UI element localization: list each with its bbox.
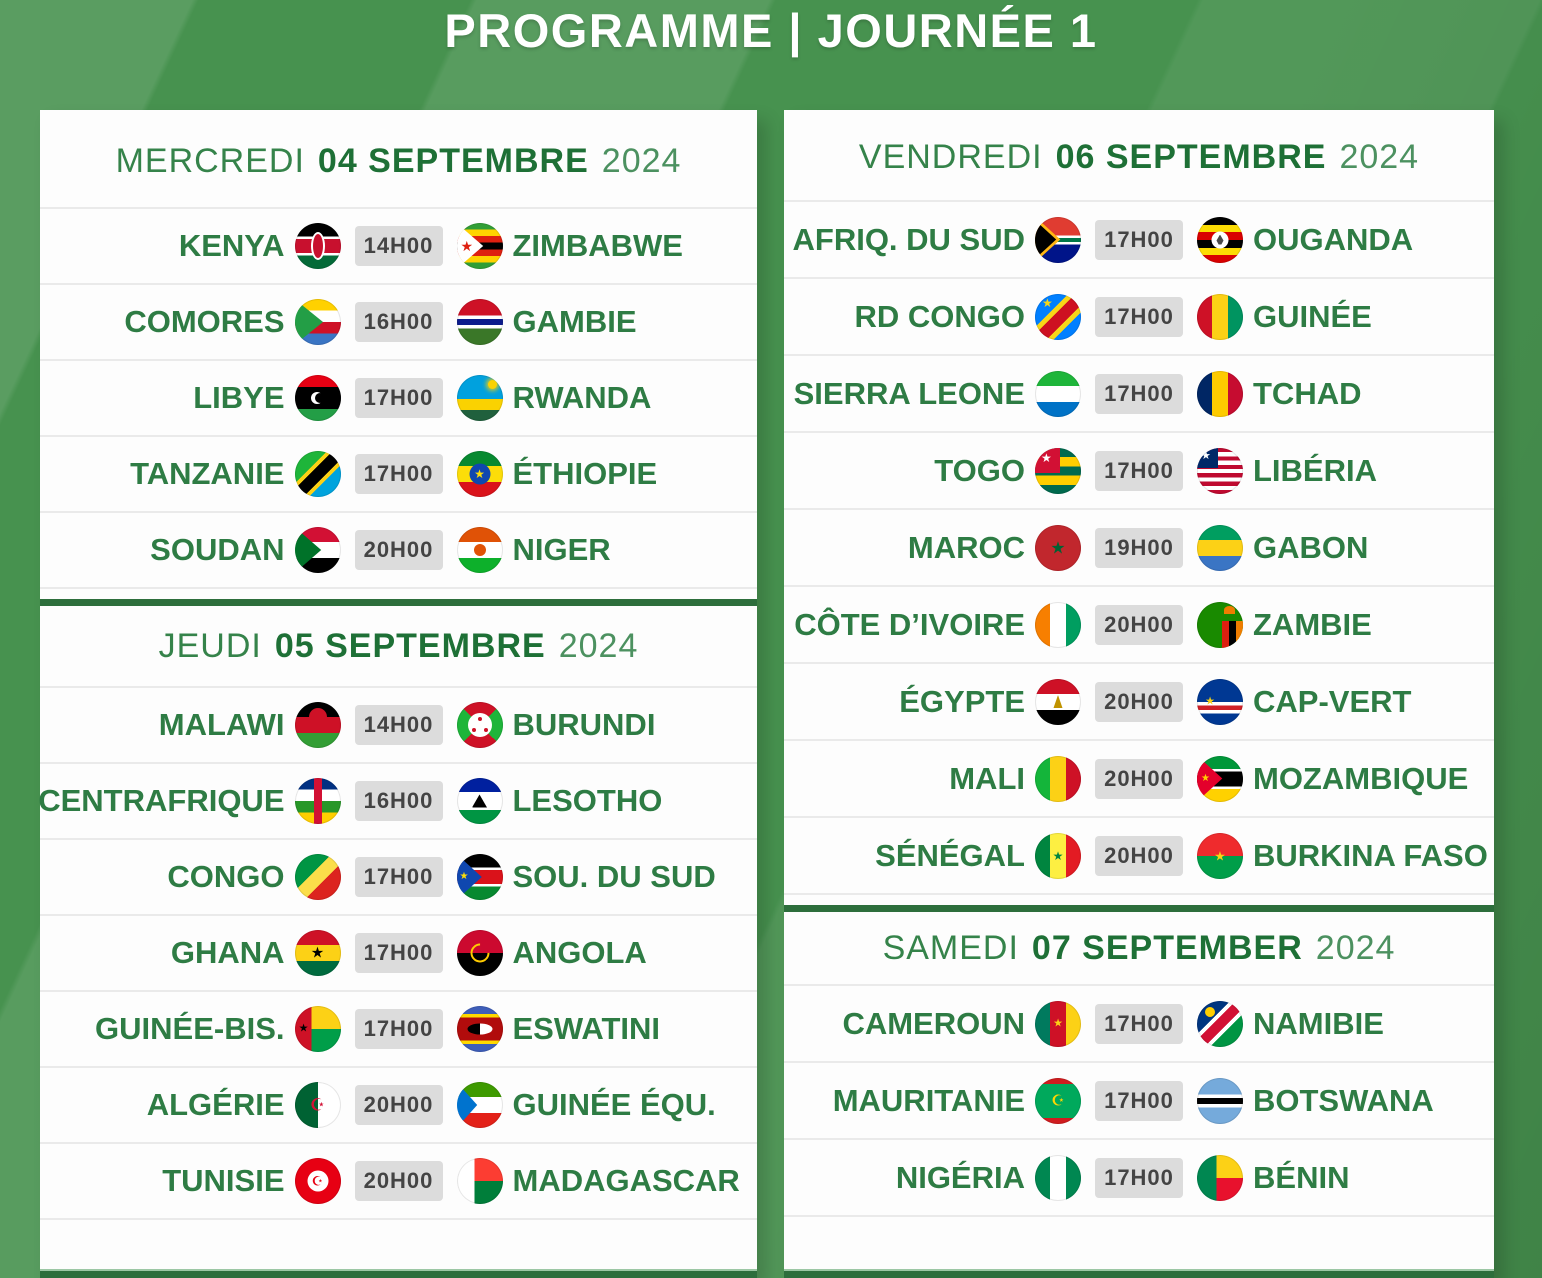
away-team-name: BOTSWANA (1253, 1082, 1434, 1118)
match-row (40, 435, 757, 511)
home-side (48, 930, 341, 976)
flag-angola (457, 930, 503, 976)
flag-morocco (1035, 525, 1081, 571)
day-name: JEUDI (158, 626, 262, 665)
match-time: 17H00 (1095, 1004, 1183, 1044)
match-time: 17H00 (355, 378, 443, 418)
away-side (1197, 217, 1486, 263)
away-side (457, 702, 750, 748)
match-row (40, 838, 757, 914)
flag-cameroon (1035, 1001, 1081, 1047)
match-row (784, 1138, 1494, 1215)
match-row (784, 354, 1494, 431)
away-side (1197, 1001, 1486, 1047)
match-list (40, 207, 757, 587)
away-side (1197, 602, 1486, 648)
match-row (784, 662, 1494, 739)
flag-rwanda (457, 375, 503, 421)
flag-namibia (1197, 1001, 1243, 1047)
flag-gabon (1197, 525, 1243, 571)
home-team-name: MAURITANIE (832, 1082, 1025, 1118)
match-time: 16H00 (355, 781, 443, 821)
flag-madagascar (457, 1158, 503, 1204)
flag-egypt (1035, 679, 1081, 725)
flag-guinea (1197, 294, 1243, 340)
away-side (457, 1006, 750, 1052)
match-row (784, 508, 1494, 585)
away-team-name: RWANDA (512, 380, 652, 415)
away-side (457, 854, 750, 900)
home-side (792, 371, 1081, 417)
home-team-name: CÔTE D’IVOIRE (794, 606, 1025, 642)
flag-togo (1035, 448, 1081, 494)
match-time: 17H00 (1095, 297, 1183, 337)
match-row (784, 739, 1494, 816)
match-time: 14H00 (355, 705, 443, 745)
flag-civ (1035, 602, 1081, 648)
match-list (40, 686, 757, 1218)
home-team-name: SÉNÉGAL (875, 837, 1025, 873)
away-team-name: MADAGASCAR (512, 1163, 740, 1198)
away-team-name: GUINÉE ÉQU. (512, 1087, 716, 1122)
away-team-name: ZIMBABWE (512, 228, 683, 263)
flag-comoros (295, 299, 341, 345)
away-side (457, 299, 750, 345)
flag-drcongo (1035, 294, 1081, 340)
match-time: 20H00 (1095, 682, 1183, 722)
match-time: 17H00 (1095, 451, 1183, 491)
flag-zimbabwe (457, 223, 503, 269)
match-row (40, 914, 757, 990)
away-team-name: ZAMBIE (1253, 606, 1372, 642)
away-side (1197, 294, 1486, 340)
away-team-name: CAP-VERT (1253, 683, 1412, 719)
day-header (40, 606, 757, 686)
match-row (40, 1142, 757, 1218)
card-filler (40, 1218, 757, 1269)
panel-bottom-bar (784, 1269, 1494, 1278)
match-time: 16H00 (355, 302, 443, 342)
home-side (792, 1078, 1081, 1124)
away-side (457, 1082, 750, 1128)
home-team-name: MALI (949, 760, 1025, 796)
match-row (784, 816, 1494, 893)
match-row (40, 283, 757, 359)
home-side (48, 527, 341, 573)
home-side (48, 375, 341, 421)
match-time: 17H00 (1095, 374, 1183, 414)
match-time: 17H00 (355, 454, 443, 494)
away-team-name: BURUNDI (512, 707, 656, 742)
home-team-name: NIGÉRIA (895, 1159, 1025, 1195)
page-title: PROGRAMME | JOURNÉE 1 (444, 4, 1098, 57)
away-side (457, 527, 750, 573)
home-team-name: CAMEROUN (842, 1005, 1025, 1041)
match-time: 20H00 (355, 1161, 443, 1201)
flag-car (295, 778, 341, 824)
day-header (784, 110, 1494, 200)
flag-libya (295, 375, 341, 421)
day-year: 2024 (1315, 928, 1396, 967)
day-year: 2024 (601, 142, 682, 180)
away-team-name: ESWATINI (512, 1011, 661, 1046)
home-team-name: COMORES (124, 304, 285, 339)
day-date: 04 SEPTEMBRE (317, 142, 589, 180)
match-time: 20H00 (1095, 836, 1183, 876)
away-team-name: NAMIBIE (1253, 1005, 1384, 1041)
schedule-columns (40, 110, 1494, 1278)
match-time: 17H00 (355, 933, 443, 973)
day-header (40, 110, 757, 207)
flag-liberia (1197, 448, 1243, 494)
day-name: SAMEDI (882, 928, 1019, 967)
match-time: 20H00 (1095, 759, 1183, 799)
match-list (784, 200, 1494, 893)
schedule-column-right (784, 110, 1494, 1278)
home-side (792, 756, 1081, 802)
flag-lesotho (457, 778, 503, 824)
home-side (792, 1001, 1081, 1047)
flag-gambia (457, 299, 503, 345)
day-section (40, 606, 757, 1269)
flag-senegal (1035, 833, 1081, 879)
match-time: 17H00 (1095, 1081, 1183, 1121)
flag-ghana (295, 930, 341, 976)
home-team-name: LIBYE (193, 380, 285, 415)
flag-mali (1035, 756, 1081, 802)
flag-safrica (1035, 217, 1081, 263)
home-side (792, 833, 1081, 879)
home-team-name: GHANA (170, 935, 285, 970)
home-team-name: AFRIQ. DU SUD (792, 221, 1025, 257)
flag-tunisia (295, 1158, 341, 1204)
schedule-column-left (40, 110, 757, 1278)
home-side (48, 223, 341, 269)
flag-algeria (295, 1082, 341, 1128)
home-team-name: KENYA (178, 228, 285, 263)
flag-nigeria (1035, 1155, 1081, 1201)
away-team-name: LIBÉRIA (1253, 452, 1377, 488)
home-team-name: MALAWI (158, 707, 285, 742)
home-team-name: CENTRAFRIQUE (38, 783, 285, 818)
match-row (784, 277, 1494, 354)
flag-burundi (457, 702, 503, 748)
day-year: 2024 (1339, 137, 1420, 176)
day-section (784, 110, 1494, 905)
flag-zambia (1197, 602, 1243, 648)
away-side (457, 930, 750, 976)
card-filler (784, 893, 1494, 905)
day-name: MERCREDI (115, 142, 305, 180)
home-side (38, 778, 341, 824)
flag-mauritania (1035, 1078, 1081, 1124)
home-side (792, 525, 1081, 571)
flag-congo (295, 854, 341, 900)
away-team-name: GAMBIE (512, 304, 637, 339)
home-team-name: SIERRA LEONE (793, 375, 1025, 411)
match-time: 20H00 (355, 1085, 443, 1125)
home-team-name: TUNISIE (162, 1163, 285, 1198)
day-year: 2024 (558, 626, 639, 665)
flag-sleone (1035, 371, 1081, 417)
flag-eswatini (457, 1006, 503, 1052)
away-team-name: TCHAD (1253, 375, 1362, 411)
flag-capvert (1197, 679, 1243, 725)
flag-sudan (295, 527, 341, 573)
home-team-name: TANZANIE (130, 456, 285, 491)
match-list (784, 984, 1494, 1215)
home-team-name: RD CONGO (854, 298, 1025, 334)
match-row (40, 207, 757, 283)
day-section (40, 110, 757, 599)
day-date: 06 SEPTEMBRE (1055, 137, 1327, 176)
match-row (40, 762, 757, 838)
away-team-name: GUINÉE (1253, 298, 1372, 334)
card-divider (40, 599, 757, 606)
panel-bottom-bar (40, 1269, 757, 1278)
away-side (457, 1158, 750, 1204)
match-row (40, 1066, 757, 1142)
away-team-name: OUGANDA (1253, 221, 1414, 257)
away-team-name: ÉTHIOPIE (512, 456, 658, 491)
flag-benin (1197, 1155, 1243, 1201)
match-row (40, 359, 757, 435)
match-time: 17H00 (1095, 1158, 1183, 1198)
home-side (48, 1006, 341, 1052)
match-time: 17H00 (355, 1009, 443, 1049)
away-side (1197, 679, 1486, 725)
away-side (1197, 448, 1486, 494)
away-side (457, 778, 750, 824)
home-team-name: ÉGYPTE (899, 683, 1025, 719)
flag-mozambique (1197, 756, 1243, 802)
home-side (792, 217, 1081, 263)
away-team-name: LESOTHO (512, 783, 663, 818)
flag-ethiopia (457, 451, 503, 497)
away-side (1197, 756, 1486, 802)
match-time: 14H00 (355, 226, 443, 266)
match-time: 17H00 (355, 857, 443, 897)
match-row (784, 585, 1494, 662)
home-team-name: GUINÉE-BIS. (95, 1011, 285, 1046)
match-row (40, 990, 757, 1066)
flag-ssudan (457, 854, 503, 900)
away-team-name: GABON (1253, 529, 1369, 565)
home-team-name: SOUDAN (150, 532, 285, 567)
away-side (1197, 1078, 1486, 1124)
card-filler (784, 1215, 1494, 1269)
flag-burkina (1197, 833, 1243, 879)
home-team-name: TOGO (934, 452, 1025, 488)
away-team-name: NIGER (512, 532, 611, 567)
home-side (792, 1155, 1081, 1201)
flag-eqguinea (457, 1082, 503, 1128)
away-team-name: ANGOLA (512, 935, 647, 970)
match-row (40, 686, 757, 762)
flag-niger (457, 527, 503, 573)
flag-chad (1197, 371, 1243, 417)
flag-uganda (1197, 217, 1243, 263)
home-side (792, 294, 1081, 340)
home-side (48, 1158, 341, 1204)
home-side (792, 448, 1081, 494)
flag-kenya (295, 223, 341, 269)
away-side (457, 451, 750, 497)
match-time: 20H00 (355, 530, 443, 570)
flag-gbissau (295, 1006, 341, 1052)
away-side (1197, 833, 1486, 879)
flag-tanzania (295, 451, 341, 497)
home-side (48, 451, 341, 497)
home-team-name: CONGO (167, 859, 285, 894)
match-time: 17H00 (1095, 220, 1183, 260)
match-row (40, 511, 757, 587)
match-row (784, 984, 1494, 1061)
away-team-name: BÉNIN (1253, 1159, 1350, 1195)
home-team-name: MAROC (907, 529, 1025, 565)
card-filler (40, 587, 757, 599)
match-row (784, 1061, 1494, 1138)
day-date: 07 SEPTEMBER (1031, 928, 1303, 967)
day-section (784, 912, 1494, 1269)
flag-botswana (1197, 1078, 1243, 1124)
away-side (1197, 525, 1486, 571)
day-name: VENDREDI (858, 137, 1043, 176)
away-team-name: SOU. DU SUD (512, 859, 716, 894)
home-side (48, 1082, 341, 1128)
match-time: 19H00 (1095, 528, 1183, 568)
home-side (48, 299, 341, 345)
away-side (457, 375, 750, 421)
match-row (784, 431, 1494, 508)
away-side (1197, 371, 1486, 417)
home-side (48, 854, 341, 900)
away-team-name: BURKINA FASO (1253, 837, 1488, 873)
home-side (792, 679, 1081, 725)
match-time: 20H00 (1095, 605, 1183, 645)
day-date: 05 SEPTEMBRE (274, 626, 546, 665)
away-team-name: MOZAMBIQUE (1253, 760, 1469, 796)
home-team-name: ALGÉRIE (146, 1087, 285, 1122)
card-divider (784, 905, 1494, 912)
home-side (792, 602, 1081, 648)
away-side (1197, 1155, 1486, 1201)
day-header (784, 912, 1494, 984)
match-row (784, 200, 1494, 277)
away-side (457, 223, 750, 269)
home-side (48, 702, 341, 748)
flag-malawi (295, 702, 341, 748)
